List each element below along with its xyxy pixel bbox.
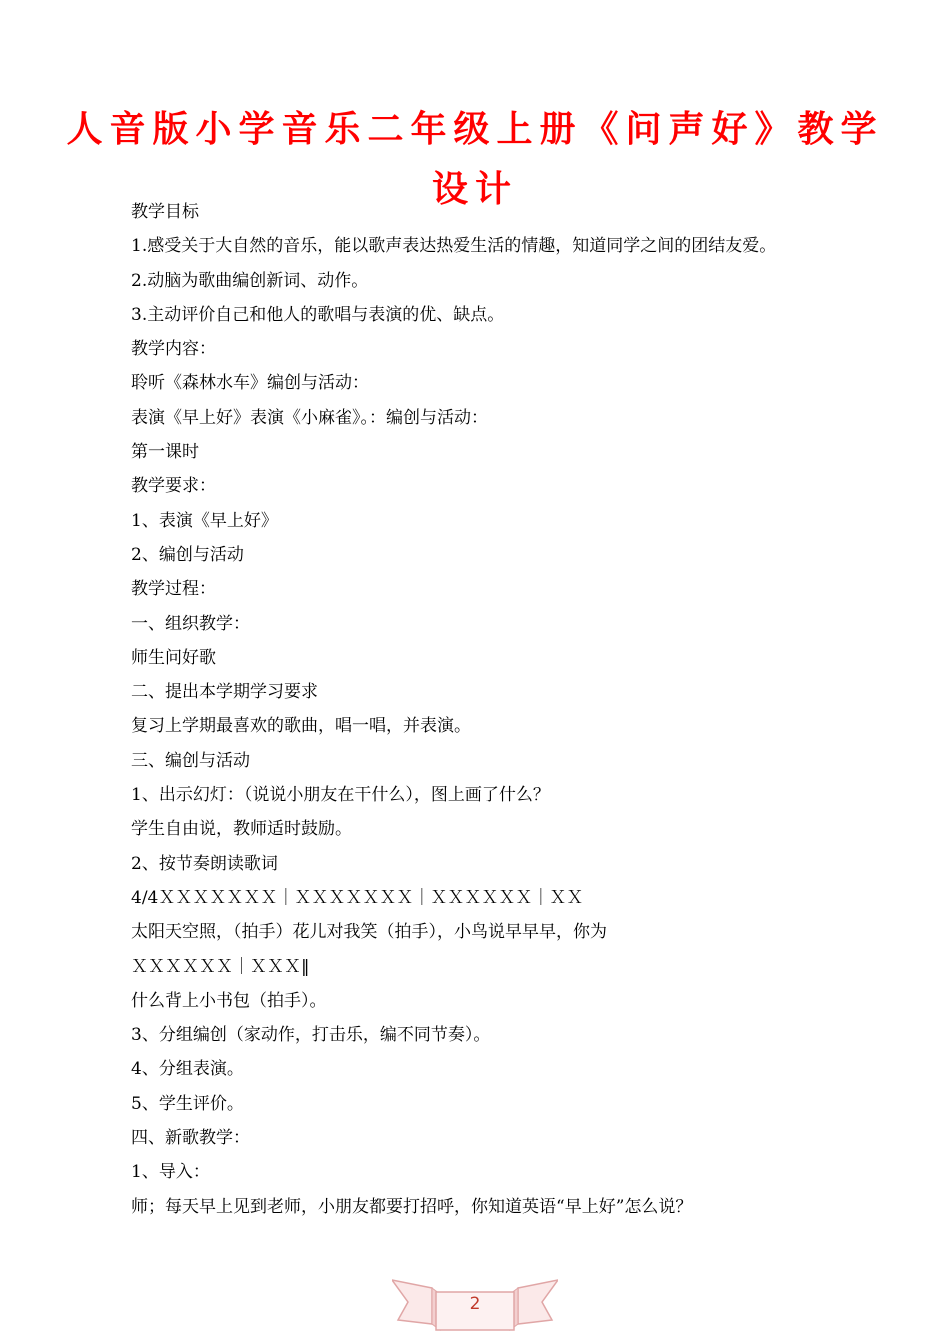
body-line: 教学过程： [131, 579, 216, 600]
body-line: 2.动脑为歌曲编创新词、动作。 [131, 270, 369, 291]
body-line: 4/4ＸＸＸＸＸＸＸ｜ＸＸＸＸＸＸＸ｜ＸＸＸＸＸＸ｜ＸＸ [131, 887, 584, 908]
body-line: 第一课时 [131, 442, 199, 463]
page-number: 2 [469, 1294, 481, 1314]
body-line: 1、出示幻灯：（说说小朋友在干什么），图上画了什么？ [131, 785, 550, 806]
body-line: 教学目标 [131, 202, 199, 222]
body-line: 三、编创与活动 [131, 750, 250, 771]
body-line: 4、分组表演。 [131, 1059, 244, 1080]
body-line: 太阳天空照，（拍手）花儿对我笑（拍手），小鸟说早早早，你为 [131, 922, 607, 943]
body-line: 1、表演《早上好》 [131, 510, 278, 531]
body-line: 师；每天早上见到老师，小朋友都要打招呼，你知道英语“早上好”怎么说？ [131, 1196, 693, 1217]
body-line: 3、分组编创（家动作，打击乐，编不同节奏）。 [131, 1025, 491, 1046]
body-line: 聆听《森林水车》编创与活动： [131, 373, 369, 394]
body-line: 教学内容： [131, 339, 216, 360]
page-footer-ribbon [392, 1272, 558, 1332]
document-body [131, 195, 891, 1224]
body-line: ＸＸＸＸＸＸ｜ＸＸＸ‖ [131, 956, 310, 977]
body-line: 学生自由说，教师适时鼓励。 [131, 819, 352, 840]
body-line: 四、新歌教学： [131, 1128, 250, 1149]
body-line: 一、组织教学： [131, 613, 250, 634]
body-line: 1.感受关于大自然的音乐，能以歌声表达热爱生活的情趣，知道同学之间的团结友爱。 [131, 236, 777, 257]
body-line: 教学要求： [131, 476, 216, 497]
body-line: 2、按节奏朗读歌词 [131, 853, 278, 874]
body-line: 2、编创与活动 [131, 544, 244, 565]
body-line: 表演《早上好》表演《小麻雀》。：编创与活动： [131, 407, 488, 428]
body-line: 1、导入： [131, 1162, 210, 1183]
body-line: 什么背上小书包（拍手）。 [131, 990, 327, 1011]
body-line: 5、学生评价。 [131, 1093, 244, 1114]
body-line: 复习上学期最喜欢的歌曲，唱一唱，并表演。 [131, 716, 471, 737]
body-line: 二、提出本学期学习要求 [131, 682, 318, 703]
document-title: 人音版小学音乐二年级上册《问声好》教学设计 [66, 109, 884, 210]
body-line: 师生问好歌 [131, 647, 216, 668]
body-line: 3.主动评价自己和他人的歌唱与表演的优、缺点。 [131, 304, 505, 325]
